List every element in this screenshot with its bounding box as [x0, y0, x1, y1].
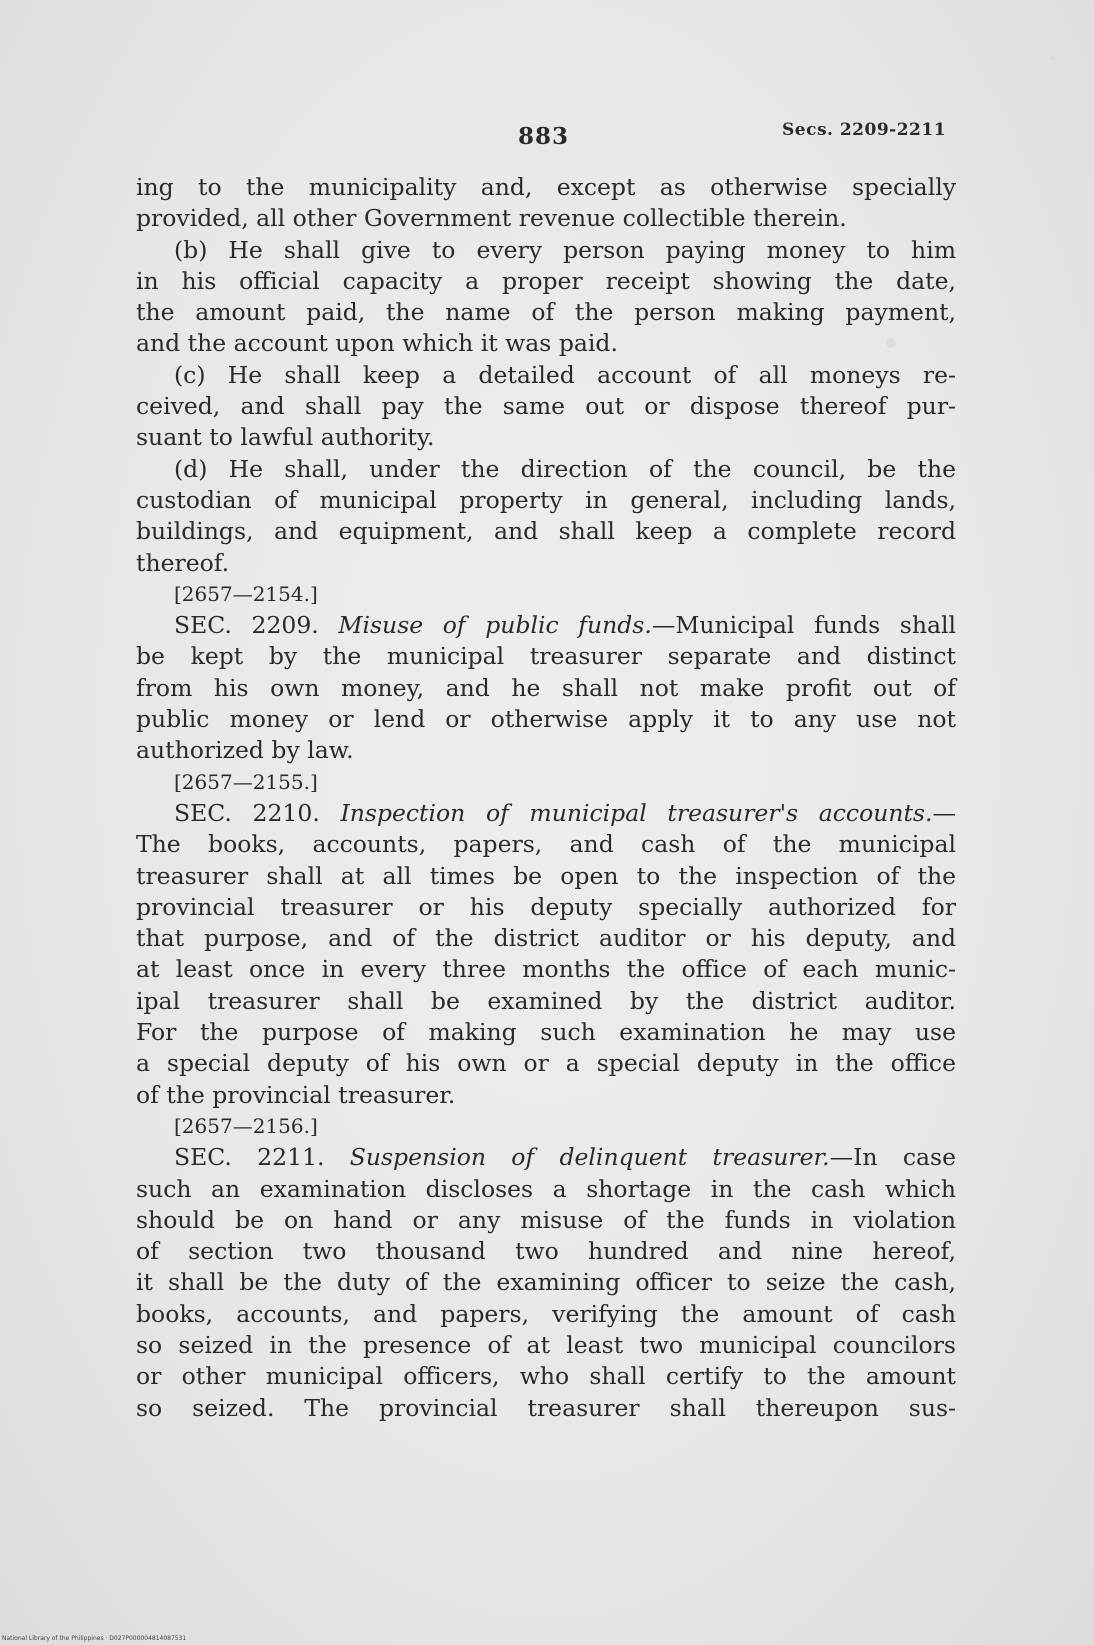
text-line: it shall be the duty of the examining officer to seize the cash, — [136, 1268, 956, 1297]
section-heading-line — [136, 610, 956, 641]
section-text-start: —In case — [829, 1143, 956, 1172]
text-line: and the account upon which it was paid. — [136, 329, 618, 358]
section-number: SEC. 2210. — [174, 798, 320, 827]
text-line: The books, accounts, papers, and cash of the municipal — [136, 830, 956, 859]
text-line: be kept by the municipal treasurer separate and distinct — [136, 642, 956, 671]
section-title: Misuse of public funds. — [338, 611, 652, 640]
text-line: so seized. The provincial treasurer shall thereupon sus- — [136, 1393, 956, 1422]
text-line: buildings, and equipment, and shall keep a complete record — [136, 517, 956, 546]
text-line: of the provincial treasurer. — [136, 1080, 456, 1109]
section-number: SEC. 2209. — [174, 611, 319, 640]
text-line: suant to lawful authority. — [136, 423, 435, 452]
text-line: ceived, and shall pay the same out or dispose thereof pur- — [136, 392, 956, 421]
text-line: public money or lend or otherwise apply it to any use not — [136, 705, 956, 734]
section-number: SEC. 2211. — [174, 1143, 325, 1172]
text-line: at least once in every three months the office of each munic- — [136, 955, 956, 984]
text-line: custodian of municipal property in general, including lands, — [136, 485, 956, 514]
text-line: in his official capacity a proper receipt showing the date, — [136, 266, 956, 295]
text-line: of section two thousand two hundred and nine hereof, — [136, 1237, 956, 1266]
text-line: so seized in the presence of at least two municipal councilors — [136, 1330, 956, 1359]
text-line: or other municipal officers, who shall certify to the amount — [136, 1362, 956, 1391]
text-line: that purpose, and of the district auditor or his deputy, and — [136, 924, 956, 953]
text-line: the amount paid, the name of the person making payment, — [136, 298, 956, 327]
text-line: For the purpose of making such examination he may use — [136, 1018, 956, 1047]
text-line: provided, all other Government revenue collectible therein. — [136, 204, 847, 233]
body-text — [136, 172, 956, 1424]
scan-credit: National Library of the Philippines · D027P000004814087531 — [2, 1635, 187, 1642]
text-line: (b) He shall give to every person paying money to him — [174, 235, 956, 264]
text-line: treasurer shall at all times be open to the inspection of the — [136, 861, 956, 890]
paper-spot — [1050, 55, 1056, 61]
text-line: provincial treasurer or his deputy specially authorized for — [136, 892, 956, 921]
section-title: Inspection of municipal treasurer's accounts. — [340, 798, 933, 827]
section-text-start: —Municipal funds shall — [651, 611, 956, 640]
running-head: Secs. 2209-2211 — [782, 120, 947, 140]
text-line: a special deputy of his own or a special deputy in the office — [136, 1049, 956, 1078]
section-title: Suspension of delinquent treasurer. — [349, 1143, 830, 1172]
text-line: should be on hand or any misuse of the funds in violation — [136, 1205, 956, 1234]
text-line: ipal treasurer shall be examined by the district auditor. — [136, 986, 956, 1015]
section-heading-line — [136, 798, 956, 829]
source-citation: [2657—2154.] — [174, 581, 318, 606]
text-line: authorized by law. — [136, 736, 354, 765]
section-heading-line — [136, 1142, 956, 1173]
text-line: thereof. — [136, 548, 230, 577]
page-number: 883 — [518, 123, 570, 150]
text-line: (d) He shall, under the direction of the council, be the — [174, 454, 956, 483]
text-line: such an examination discloses a shortage in the cash which — [136, 1174, 956, 1203]
source-citation: [2657—2155.] — [174, 769, 318, 794]
text-line: (c) He shall keep a detailed account of all moneys re- — [174, 360, 956, 389]
section-text-start: — — [932, 798, 956, 827]
text-line: books, accounts, and papers, verifying the amount of cash — [136, 1299, 956, 1328]
text-line: from his own money, and he shall not make profit out of — [136, 673, 956, 702]
source-citation: [2657—2156.] — [174, 1113, 318, 1138]
text-line: ing to the municipality and, except as otherwise specially — [136, 173, 956, 201]
